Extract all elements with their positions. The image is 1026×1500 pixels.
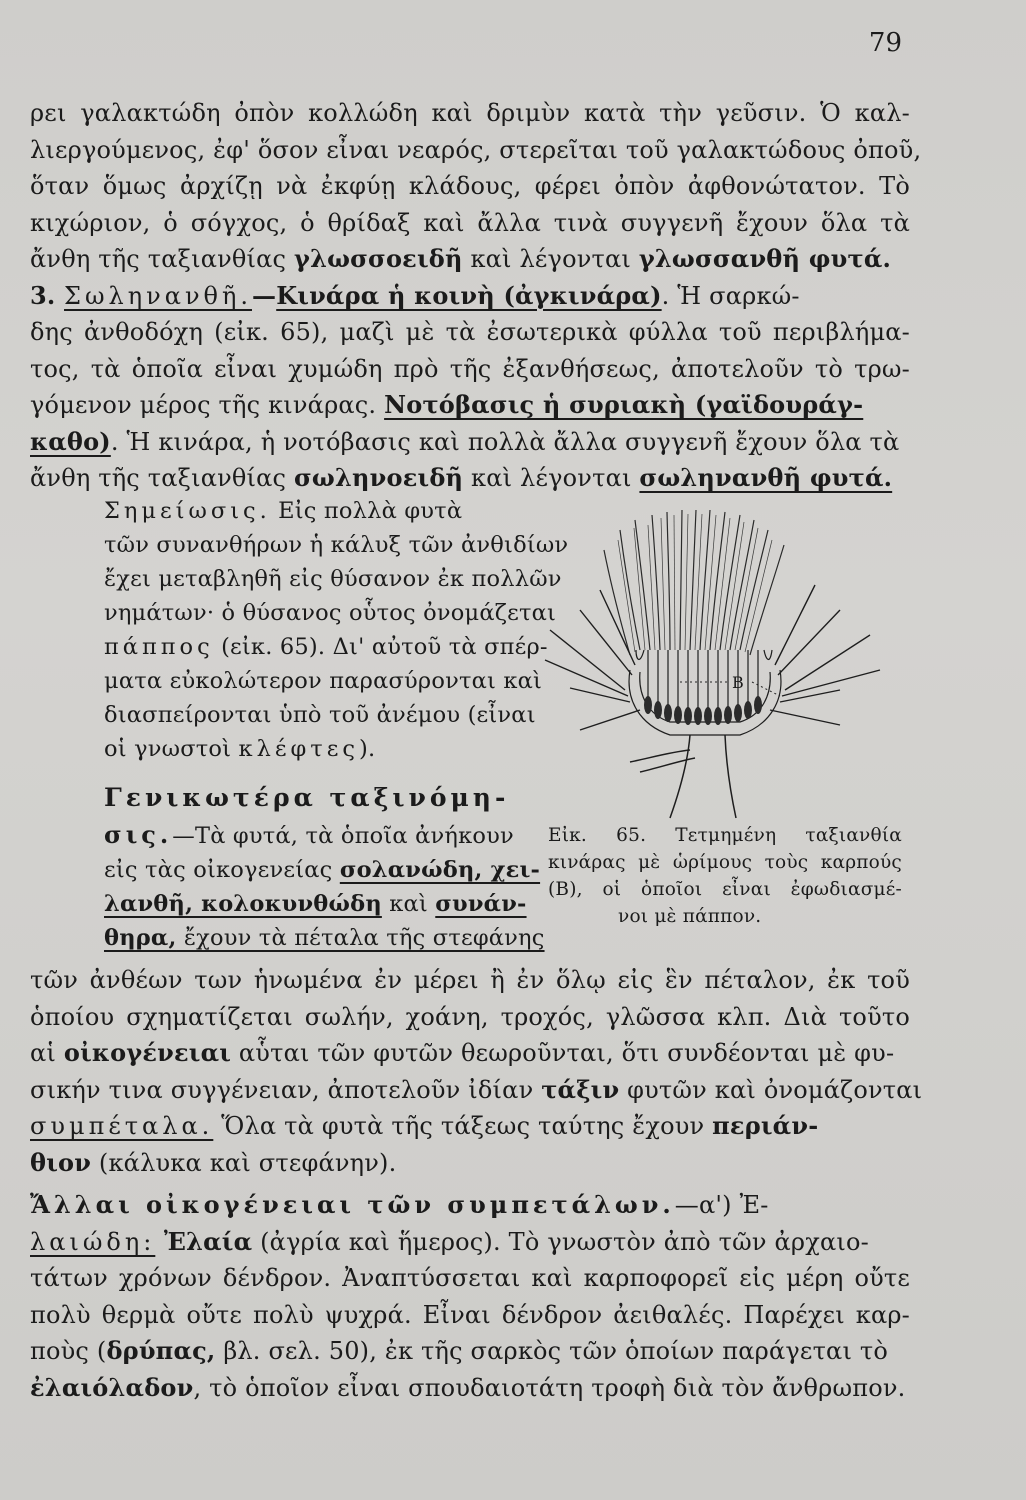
text-line: ὅταν ὅμως ἀρχίζῃ νὰ ἐκφύῃ κλάδους, φέρει ὀπὸν ἀφθονώτατον. Τὸ [30, 172, 910, 200]
term-perianthion: περιάν- [712, 1111, 819, 1140]
term-pappos: πάππος [104, 634, 214, 660]
term-kleftes: κλέφτες [238, 736, 359, 762]
text-line: τος, τὰ ὁποῖα εἶναι χυμώδη πρὸ τῆς ἐξανθήσεως, ἀποτελοῦν τὸ τρω- [30, 354, 910, 383]
heading-general-classification: Γενικωτέρα ταξινόμη- [104, 783, 510, 812]
top-paragraph [30, 95, 922, 497]
figure-label-b: Β [732, 673, 744, 692]
artichoke-figure [540, 500, 900, 820]
term-taxin: τάξιν [541, 1074, 620, 1104]
page-number: 79 [868, 28, 902, 58]
general-classification: Γενικωτέρα ταξινόμη- σις.—Τὰ φυτά, τὰ ὁποῖα ἀνήκουν εἰς τὰς οἰκογενείας σολανώδη, χει- λανθῆ, κολοκυνθώδη καὶ συνάν- θηρα, ἔχουν τὰ πέταλα τῆς στεφάνης [104, 778, 514, 955]
term-sympetala: συμπέταλα. [30, 1112, 214, 1140]
section-3-heading-line: 3. Σωληνανθῆ.—Κινάρα ἡ κοινὴ (ἀγκινάρα). Ἡ σαρκώ- [30, 280, 800, 310]
text-line: καθο). Ἡ κινάρα, ἡ νοτόβασις καὶ πολλὰ ἄλλα συγγενῆ ἔχουν ὅλα τὰ [30, 426, 900, 456]
heading-other-families: Ἄλλαι οἰκογένειαι τῶν συμπετάλων. [30, 1190, 675, 1219]
term-glossoeidi: γλωσσοειδῆ [294, 244, 463, 273]
term-elaia: Ἐλαία [155, 1226, 253, 1256]
note-paragraph: Σημείωσις. Εἰς πολλὰ φυτὰ τῶν συνανθήρων ἡ κάλυξ τῶν ἀνθιδίων ἔχει μεταβληθῆ εἰς θύσανον ἐκ πολλῶν νημάτων· ὁ θύσανος οὗτος ὀνομάζεται πάππος (εἰκ. 65). Δι' αὐτοῦ τὰ σπέρ- ματα εὐκολώτερον παρασύρονται καὶ διασπείρονται ὑπὸ τοῦ ἀνέμου (εἶναι οἱ γνωστοὶ κλέφτες). [104, 498, 569, 762]
term-elaioladon: ἐλαιόλαδον [30, 1372, 194, 1402]
term-kinara: Κινάρα ἡ κοινὴ (ἀγκινάρα) [276, 280, 662, 310]
text-line: ἄνθη τῆς ταξιανθίας σωληνοειδῆ καὶ λέγονται σωληνανθῆ φυτά. [30, 463, 893, 492]
text-line: δης ἀνθοδόχη (εἰκ. 65), μαζὶ μὲ τὰ ἐσωτερικὰ φύλλα τοῦ περιβλήμα- [30, 318, 910, 346]
family-elaiodi: λαιώδη: [30, 1227, 156, 1256]
term-solinanthi: σωληνανθῆ φυτά. [639, 463, 893, 492]
section-title-solinanthi: Σωληνανθῆ. [64, 281, 252, 310]
term-glossanthi: γλωσσανθῆ φυτά. [638, 244, 892, 273]
text-line: ἄνθη τῆς ταξιανθίας γλωσσοειδῆ καὶ λέγονται γλωσσανθῆ φυτά. [30, 244, 892, 273]
term-oikogeneiai: οἰκογένειαι [63, 1038, 232, 1067]
figure-caption: Εἰκ. 65. Τετμημένη ταξιανθία κινάρας μὲ ὡρίμους τοὺς καρπούς (Β), οἱ ὁποῖοι εἶναι ἐφωδιασμέ- νοι μὲ πάππον. [548, 825, 902, 927]
text-line: ρει γαλακτώδη ὀπὸν κολλώδη καὶ δριμὺν κατὰ τὴν γεῦσιν. Ὁ καλ- [30, 99, 910, 127]
note-label: Σημείωσις. [104, 498, 271, 524]
term-drypas: δρύπας, [106, 1336, 216, 1365]
bottom-paragraph: τῶν ἀνθέων των ἡνωμένα ἐν μέρει ἢ ἐν ὅλῳ εἰς ἓν πέταλον, ἐκ τοῦ ὁποίου σχηματίζεται σωλήν, χοάνη, τροχός, γλῶσσα κλπ. Διὰ τοῦτο αἱ οἰκογένειαι αὗται τῶν φυτῶν θεωροῦνται, ὅτι συνδέονται μὲ φυ- σικήν τινα συγγένειαν, ἀποτελοῦν ἰδίαν τάξιν φυτῶν καὶ ὀνομάζονται συμπέταλα. Ὅλα τὰ φυτὰ τῆς τάξεως ταύτης ἔχουν περιάν- θιον (κάλυκα καὶ στεφάνην). Ἄλλαι οἰκογένειαι τῶν συμπετάλων.—α') Ἐ- λαιώδη: Ἐλαία (ἀγρία καὶ ἥμερος). Τὸ γνωστὸν ἀπὸ τῶν ἀρχαιο- τάτων χρόνων δένδρον. Ἀναπτύσσεται καὶ καρποφορεῖ εἰς μέρη οὔτε πολὺ θερμὰ οὔτε πολὺ ψυχρά. Εἶναι δένδρον ἀειθαλές. Παρέχει καρ- ποὺς (δρύπας, βλ. σελ. 50), ἐκ τῆς σαρκὸς τῶν ὁποίων παράγεται τὸ ἐλαιόλαδον, τὸ ὁποῖον εἶναι σπουδαιοτάτη τροφὴ διὰ τὸν ἄνθρωπον. [30, 966, 923, 1402]
text-line: λιεργούμενος, ἐφ' ὅσον εἶναι νεαρός, στερεῖται τοῦ γαλακτώδους ὀποῦ, [30, 135, 922, 164]
term-notovasis: Νοτόβασις ἡ συριακὴ (γαϊδουράγ- [384, 390, 864, 419]
text-line: γόμενον μέρος τῆς κινάρας. Νοτόβασις ἡ συριακὴ (γαϊδουράγ- [30, 390, 864, 419]
term-solinoeidi: σωληνοειδῆ [294, 463, 464, 492]
text-line: κιχώριον, ὁ σόγχος, ὁ θρίδαξ καὶ ἄλλα τινὰ συγγενῆ ἔχουν ὅλα τὰ [30, 208, 910, 237]
